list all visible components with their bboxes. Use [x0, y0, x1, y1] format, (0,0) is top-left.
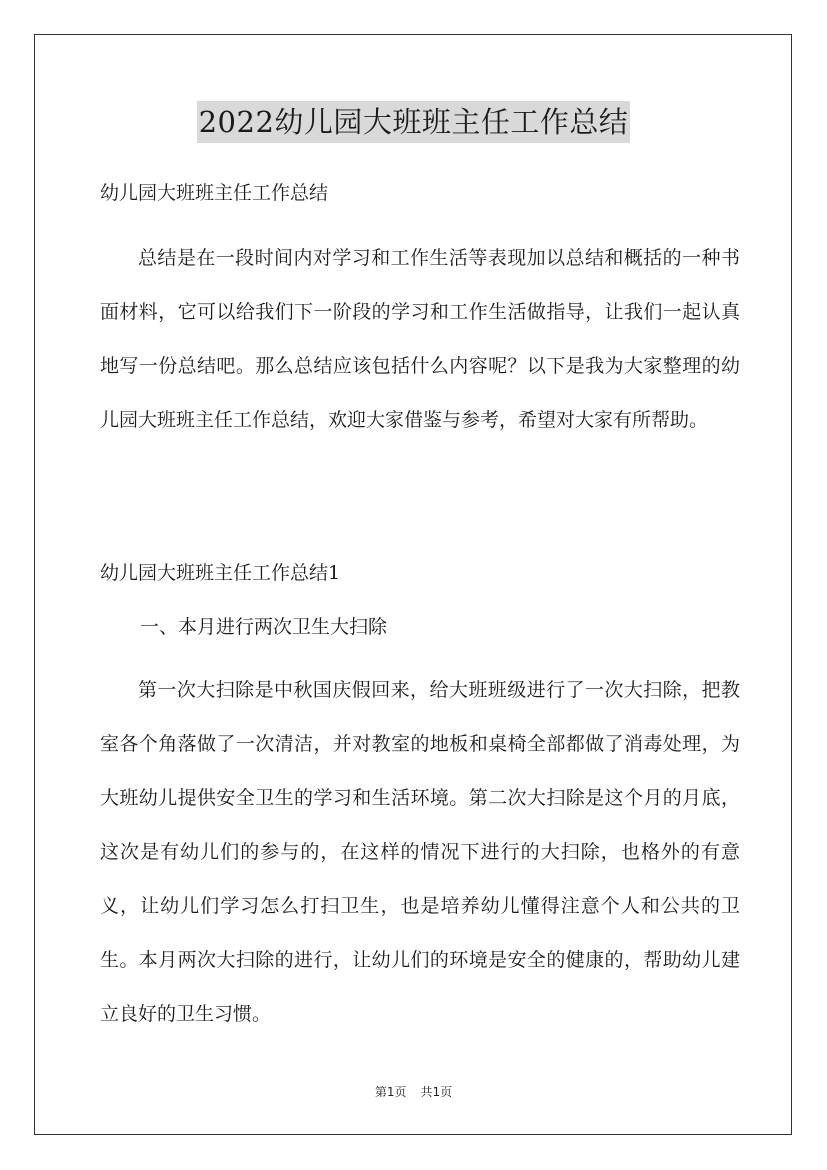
intro-paragraph: 总结是在一段时间内对学习和工作生活等表现加以总结和概括的一种书面材料，它可以给我们下一阶段的学习和工作生活做指导，让我们一起认真地写一份总结吧。那么总结应该包括什么内容呢？以下是我为大家整理的幼儿园大班班主任工作总结，欢迎大家借鉴与参考，希望对大家有所帮助。	[100, 247, 740, 431]
document-title: 2022幼儿园大班班主任工作总结	[197, 101, 631, 143]
document-subtitle: 幼儿园大班班主任工作总结	[100, 182, 329, 204]
page-total: 共1页	[420, 1085, 453, 1099]
page-footer	[0, 1083, 827, 1100]
item-heading: 一、本月进行两次卫生大扫除	[140, 616, 388, 638]
title-container	[0, 101, 827, 143]
page-number: 第1页	[374, 1085, 407, 1099]
body-paragraph: 第一次大扫除是中秋国庆假回来，给大班班级进行了一次大扫除，把教室各个角落做了一次清洁，并对教室的地板和桌椅全部都做了消毒处理，为大班幼儿提供安全卫生的学习和生活环境。第二次大扫除是这个月的月底，这次是有幼儿们的参与的，在这样的情况下进行的大扫除，也格外的有意义，让幼儿们学习怎么打扫卫生，也是培养幼儿懂得注意个人和公共的卫生。本月两次大扫除的进行，让幼儿们的环境是安全的健康的，帮助幼儿建立良好的卫生习惯。	[100, 679, 740, 1025]
section-title: 幼儿园大班班主任工作总结1	[100, 562, 341, 584]
